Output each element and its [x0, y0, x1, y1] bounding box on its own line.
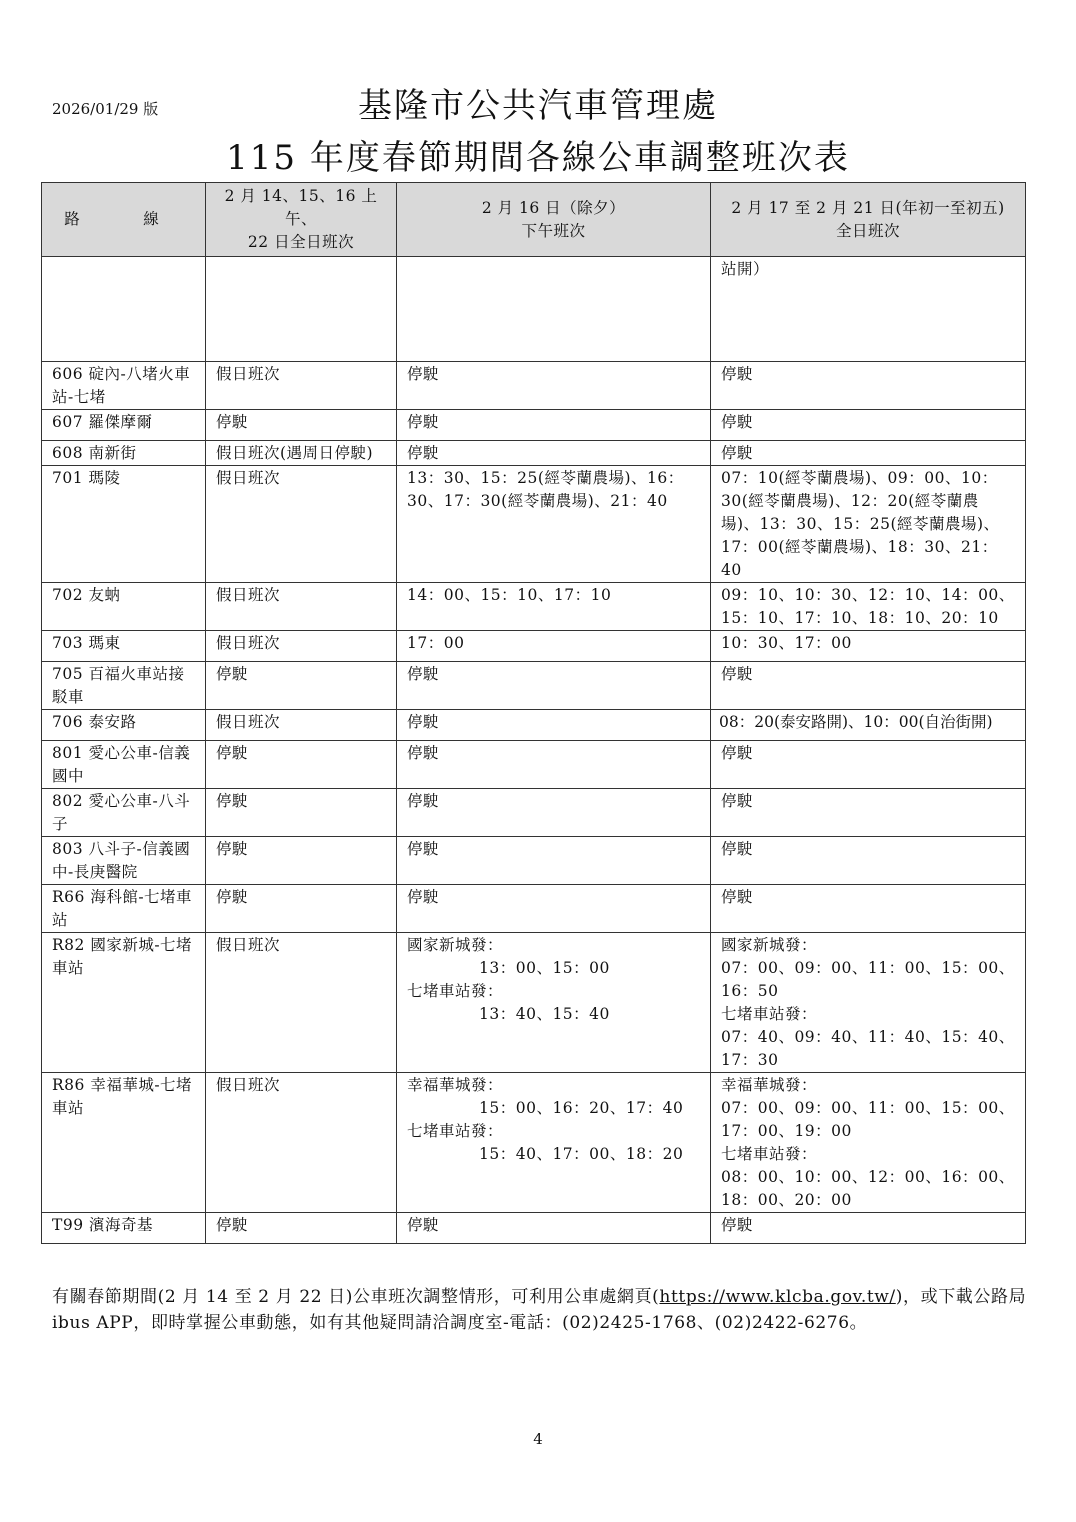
table-row [42, 741, 1026, 789]
table-row [42, 837, 1026, 885]
route-cell: T99 濱海奇基 [42, 1213, 206, 1244]
table-row [42, 1073, 1026, 1213]
website-link[interactable]: https://www.klcba.gov.tw/ [659, 1287, 896, 1307]
eve-afternoon-cell: 停駛 [397, 837, 711, 885]
holiday-cell: 停駛 [206, 789, 397, 837]
eve-afternoon-cell: 停駛 [397, 410, 711, 441]
new-year-cell: 08：20(泰安路開)、10：00(自治街開) [711, 710, 1026, 741]
route-cell: 701 瑪陵 [42, 466, 206, 583]
holiday-cell: 假日班次 [206, 631, 397, 662]
new-year-cell: 停駛 [711, 837, 1026, 885]
column-header-holiday: 2 月 14、15、16 上午、 22 日全日班次 [206, 183, 397, 257]
departure-times: 07：00、09：00、11：00、15：00、16：50 [721, 959, 1015, 1000]
column-header-new-year: 2 月 17 至 2 月 21 日(年初一至初五) 全日班次 [711, 183, 1026, 257]
eve-afternoon-cell [397, 1073, 711, 1213]
route-cell: 801 愛心公車-信義國中 [42, 741, 206, 789]
new-year-cell: 停駛 [711, 441, 1026, 466]
page-title-organization: 基隆市公共汽車管理處 [358, 86, 718, 126]
new-year-cell: 09：10、10：30、12：10、14：00、15：10、17：10、18：10、20：10 [711, 583, 1026, 631]
route-cell: 608 南新街 [42, 441, 206, 466]
origin-label: 七堵車站發： [721, 1145, 818, 1163]
route-cell: R86 幸福華城-七堵車站 [42, 1073, 206, 1213]
table-row [42, 257, 1026, 362]
table-row [42, 466, 1026, 583]
table-row [42, 710, 1026, 741]
departure-times: 08：00、10：00、12：00、16：00、18：00、20：00 [721, 1168, 1015, 1209]
eve-afternoon-cell [397, 933, 711, 1073]
route-cell: 803 八斗子-信義國中-長庚醫院 [42, 837, 206, 885]
table-row [42, 789, 1026, 837]
departure-times: 07：00、09：00、11：00、15：00、17：00、19：00 [721, 1099, 1015, 1140]
departure-times: 15：40、17：00、18：20 [479, 1145, 684, 1163]
eve-afternoon-cell: 停駛 [397, 789, 711, 837]
eve-afternoon-cell: 停駛 [397, 885, 711, 933]
departure-times: 13：00、15：00 [479, 959, 610, 977]
schedule-table [41, 182, 1026, 1244]
holiday-cell: 停駛 [206, 885, 397, 933]
new-year-cell: 停駛 [711, 741, 1026, 789]
origin-label: 七堵車站發： [407, 982, 504, 1000]
new-year-cell [711, 933, 1026, 1073]
table-row [42, 885, 1026, 933]
holiday-cell: 假日班次 [206, 362, 397, 410]
holiday-cell: 停駛 [206, 1213, 397, 1244]
route-cell: 607 羅傑摩爾 [42, 410, 206, 441]
new-year-cell: 07：10(經苓蘭農場)、09：00、10：30(經苓蘭農場)、12：20(經苓蘭農場)、13：30、15：25(經苓蘭農場)、17：00(經苓蘭農場)、18：30、21：40 [711, 466, 1026, 583]
page-number: 4 [533, 1430, 543, 1448]
eve-afternoon-cell: 停駛 [397, 710, 711, 741]
holiday-cell: 假日班次(遇周日停駛) [206, 441, 397, 466]
holiday-cell: 假日班次 [206, 933, 397, 1073]
table-row [42, 362, 1026, 410]
route-cell: R66 海科館-七堵車站 [42, 885, 206, 933]
departure-times: 15：00、16：20、17：40 [479, 1099, 684, 1117]
table-row [42, 631, 1026, 662]
origin-label: 國家新城發： [407, 936, 504, 954]
eve-afternoon-cell [397, 257, 711, 362]
route-cell: 705 百福火車站接駁車 [42, 662, 206, 710]
origin-label: 幸福華城發： [407, 1076, 504, 1094]
route-cell: 802 愛心公車-八斗子 [42, 789, 206, 837]
table-row [42, 933, 1026, 1073]
eve-afternoon-cell: 停駛 [397, 1213, 711, 1244]
route-cell: 702 友蚋 [42, 583, 206, 631]
origin-label: 七堵車站發： [407, 1122, 504, 1140]
new-year-cell: 站開） [711, 257, 1026, 362]
new-year-cell: 停駛 [711, 789, 1026, 837]
origin-label: 國家新城發： [721, 936, 818, 954]
version-label: 2026/01/29 版 [52, 100, 159, 118]
route-cell [42, 257, 206, 362]
holiday-cell: 假日班次 [206, 1073, 397, 1213]
new-year-cell: 停駛 [711, 362, 1026, 410]
footnote-text-continued: )，或下載公路局 ibus APP，即時掌握公車動態，如有其他疑問請洽調度室-電話：(02)2425-1768、(02)2422-6276。 [52, 1287, 1027, 1333]
new-year-cell: 10：30、17：00 [711, 631, 1026, 662]
new-year-cell: 停駛 [711, 662, 1026, 710]
route-cell: 606 碇內-八堵火車站-七堵 [42, 362, 206, 410]
eve-afternoon-cell: 停駛 [397, 662, 711, 710]
eve-afternoon-cell: 停駛 [397, 741, 711, 789]
table-row [42, 441, 1026, 466]
eve-afternoon-cell: 14：00、15：10、17：10 [397, 583, 711, 631]
table-row [42, 583, 1026, 631]
holiday-cell: 停駛 [206, 741, 397, 789]
column-header-eve-afternoon: 2 月 16 日（除夕） 下午班次 [397, 183, 711, 257]
departure-times: 13：40、15：40 [479, 1005, 610, 1023]
footnote-text: 有關春節期間(2 月 14 至 2 月 22 日)公車班次調整情形，可利用公車處網頁( [52, 1287, 660, 1307]
new-year-cell: 停駛 [711, 410, 1026, 441]
eve-afternoon-cell: 17：00 [397, 631, 711, 662]
page-title-schedule: 115 年度春節期間各線公車調整班次表 [226, 138, 850, 178]
column-header-route: 路 線 [42, 183, 206, 257]
holiday-cell: 停駛 [206, 410, 397, 441]
eve-afternoon-cell: 13：30、15：25(經苓蘭農場)、16：30、17：30(經苓蘭農場)、21：40 [397, 466, 711, 583]
eve-afternoon-cell: 停駛 [397, 441, 711, 466]
route-cell: 703 瑪東 [42, 631, 206, 662]
route-cell: 706 泰安路 [42, 710, 206, 741]
holiday-cell: 假日班次 [206, 466, 397, 583]
new-year-cell [711, 1073, 1026, 1213]
origin-label: 幸福華城發： [721, 1076, 818, 1094]
departure-times: 07：40、09：40、11：40、15：40、17：30 [721, 1028, 1015, 1069]
table-row [42, 662, 1026, 710]
origin-label: 七堵車站發： [721, 1005, 818, 1023]
holiday-cell: 停駛 [206, 837, 397, 885]
holiday-cell: 假日班次 [206, 710, 397, 741]
holiday-cell [206, 257, 397, 362]
holiday-cell: 停駛 [206, 662, 397, 710]
holiday-cell: 假日班次 [206, 583, 397, 631]
eve-afternoon-cell: 停駛 [397, 362, 711, 410]
new-year-cell: 停駛 [711, 1213, 1026, 1244]
new-year-cell: 停駛 [711, 885, 1026, 933]
table-header-row [42, 183, 1026, 257]
table-row [42, 1213, 1026, 1244]
footnote [52, 1284, 1032, 1336]
route-cell: R82 國家新城-七堵車站 [42, 933, 206, 1073]
table-row [42, 410, 1026, 441]
